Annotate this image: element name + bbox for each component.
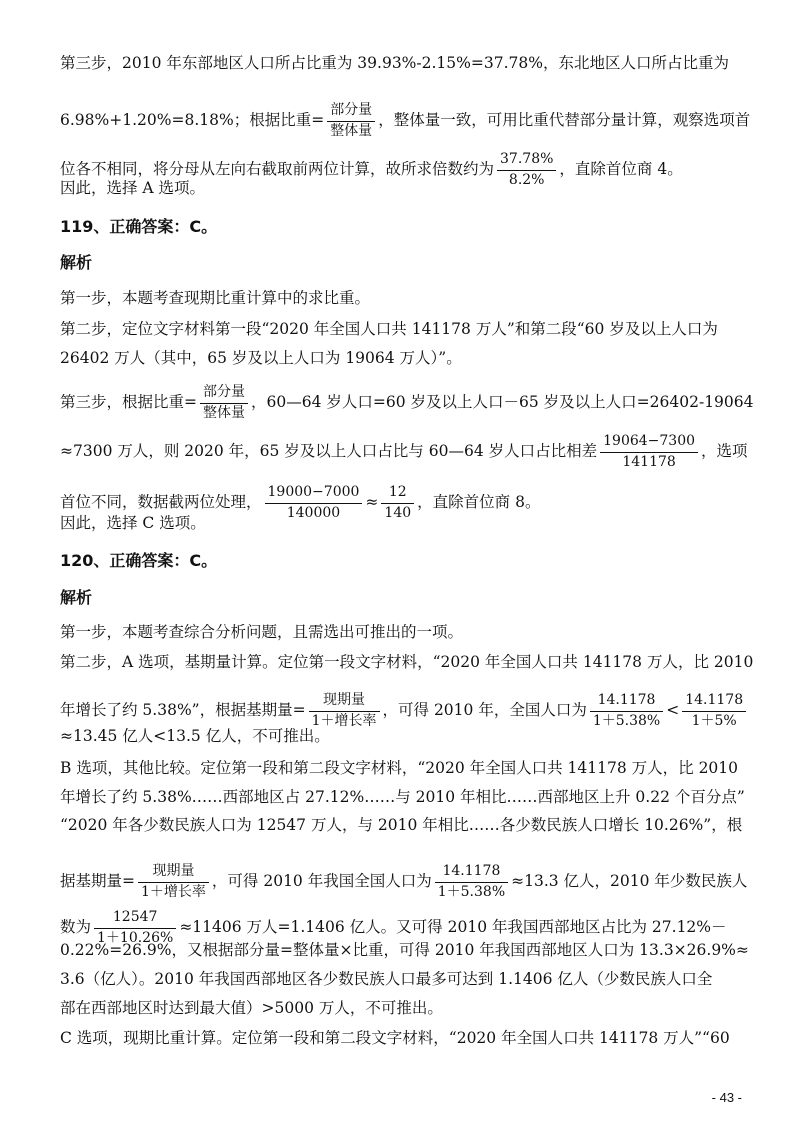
fraction-population-estimate (682, 693, 746, 729)
page-number: - 43 - (711, 1090, 742, 1105)
text-line (60, 790, 744, 806)
text-span: ≈7300 万人，则 2020 年，65 岁及以上人口占比与 60—64 岁人口占比相差 (60, 442, 598, 461)
text-span: ，选项 (701, 442, 748, 461)
less-than-sign: < (666, 701, 680, 720)
answer-heading-119 (60, 219, 744, 235)
text-line (60, 625, 744, 641)
text-line (60, 322, 744, 338)
fraction-denominator: 1＋5% (682, 711, 746, 730)
text-span: 第三步，2010 年东部地区人口所占比重为 39.93%-2.15%=37.78%，东北地区人口所占比重为 (60, 54, 729, 72)
heading-text: 120、正确答案：C。 (60, 551, 218, 570)
text-span: 首位不同，数据截两位处理， (60, 493, 262, 512)
text-span: 位各不相同，将分母从左向右截取前两位计算，故所求倍数约为 (60, 160, 495, 179)
text-line (60, 818, 744, 834)
text-span: 因此，选择 C 选项。 (60, 514, 206, 532)
fraction-denominator: 140 (381, 503, 414, 522)
text-span: 0.22%=26.9%，又根据部分量=整体量×比重，可得 2010 年我国西部地区人口为 13.3×26.9%≈ (60, 941, 749, 959)
text-span: 因此，选择 A 选项。 (60, 179, 206, 197)
fraction-numerator: 现期量 (152, 863, 195, 879)
text-span: ，60—64 岁人口=60 岁及以上人口－65 岁及以上人口=26402-19064 (251, 393, 754, 412)
fraction-denominator: 1＋5.38% (590, 711, 663, 730)
approx-sign: ≈ (365, 493, 379, 512)
text-span: ，整体量一致，可用比重代替部分量计算，观察选项首 (378, 111, 751, 130)
fraction-numerator: 14.1178 (442, 863, 501, 879)
fraction-denominator: 1＋10.26% (94, 928, 176, 947)
text-span: 第一步，本题考查综合分析问题，且需选出可推出的一项。 (60, 623, 464, 641)
fraction-base-formula (309, 693, 380, 729)
text-span: 第三步，根据比重= (60, 393, 197, 412)
fraction-numerator: 37.78% (500, 151, 554, 167)
text-span: 年增长了约 5.38%”，根据基期量= (60, 701, 306, 720)
analysis-heading (60, 255, 744, 271)
fraction-denominator: 整体量 (200, 403, 248, 422)
text-span: 6.98%+1.20%=8.18%；根据比重= (60, 111, 325, 130)
text-line (60, 941, 749, 959)
text-span: “2020 年各少数民族人口为 12547 万人，与 2010 年相比……各少数民族人口增长 10.26%”，根 (60, 816, 743, 834)
text-span: ，直除首位商 4。 (559, 160, 683, 179)
text-line (60, 351, 744, 367)
fraction-denominator: 140000 (265, 503, 363, 522)
fraction-proportion (327, 103, 375, 139)
fraction-numerator: 14.1178 (685, 692, 744, 708)
text-span: 据基期量= (60, 872, 135, 891)
fraction-numerator: 部分量 (203, 384, 245, 400)
text-line (60, 291, 744, 307)
text-line (60, 102, 751, 139)
text-line (60, 433, 748, 470)
fraction-base-formula (138, 864, 209, 900)
text-span: ≈13.45 亿人<13.5 亿人，不可推出。 (60, 727, 330, 745)
text-line (60, 1001, 744, 1017)
text-line (60, 972, 744, 988)
fraction-difference (600, 434, 698, 470)
heading-text: 解析 (60, 588, 93, 607)
answer-heading-120 (60, 553, 744, 569)
fraction-proportion (200, 385, 248, 421)
text-span: ，可得 2010 年，全国人口为 (382, 701, 587, 720)
fraction-denominator: 1＋增长率 (138, 882, 209, 901)
text-span: 年增长了约 5.38%……西部地区占 27.12%……与 2010 年相比……西部地区上升 0.22 个百分点” (60, 788, 745, 806)
fraction-denominator: 1＋5.38% (435, 882, 508, 901)
text-span: ，可得 2010 年我国全国人口为 (211, 872, 432, 891)
text-line (60, 729, 744, 745)
fraction-population (590, 693, 663, 729)
text-span: C 选项，现期比重计算。定位第一段和第二段文字材料，“2020 年全国人口共 141178 万人”“60 (60, 1029, 730, 1047)
text-span: ，直除首位商 8。 (417, 493, 541, 512)
fraction-numerator: 部分量 (330, 102, 373, 118)
text-span: 第二步，A 选项，基期量计算。定位第一段文字材料，“2020 年全国人口共 141178 万人，比 2010 (60, 653, 754, 671)
text-span: 第一步，本题考查现期比重计算中的求比重。 (60, 289, 371, 307)
text-line (60, 693, 744, 729)
text-span: 26402 万人（其中，65 岁及以上人口为 19064 万人）”。 (60, 349, 462, 367)
fraction-numerator: 现期量 (323, 692, 366, 708)
fraction-denominator: 141178 (600, 452, 698, 471)
text-line (60, 863, 748, 900)
fraction-numerator: 19064−7300 (603, 433, 696, 449)
fraction-population (435, 864, 508, 900)
text-span: B 选项，其他比较。定位第一段和第二段文字材料，“2020 年全国人口共 141178 万人，比 2010 (60, 759, 739, 777)
text-line (60, 761, 744, 777)
fraction-denominator: 整体量 (327, 121, 375, 140)
text-span: 部在西部地区时达到最大值）>5000 万人，不可推出。 (60, 999, 443, 1017)
text-line (60, 384, 754, 421)
text-span: 第二步，定位文字材料第一段“2020 年全国人口共 141178 万人”和第二段“60 岁及以上人口为 (60, 320, 718, 338)
text-line (60, 56, 744, 72)
text-span: ≈13.3 亿人，2010 年少数民族人 (511, 872, 748, 891)
fraction-numerator: 14.1178 (597, 692, 656, 708)
heading-text: 解析 (60, 253, 93, 272)
analysis-heading (60, 590, 744, 606)
heading-text: 119、正确答案：C。 (60, 217, 218, 236)
fraction-denominator: 8.2% (497, 170, 556, 189)
text-span: 3.6（亿人）。2010 年我国西部地区各少数民族人口最多可达到 1.1406 亿人（少数民族人口全 (60, 970, 713, 988)
fraction-numerator: 19000−7000 (267, 484, 360, 500)
text-line (60, 181, 744, 197)
text-span: ≈11406 万人=1.1406 亿人。又可得 2010 年我国西部地区占比为 27.12%－ (179, 918, 727, 937)
text-line (60, 516, 744, 532)
text-span: 数为 (60, 918, 92, 937)
fraction-numerator: 12 (388, 484, 407, 500)
fraction-denominator: 1＋增长率 (309, 711, 380, 730)
text-line (60, 1031, 744, 1047)
fraction-numerator: 12547 (112, 909, 158, 925)
text-line (60, 653, 754, 671)
